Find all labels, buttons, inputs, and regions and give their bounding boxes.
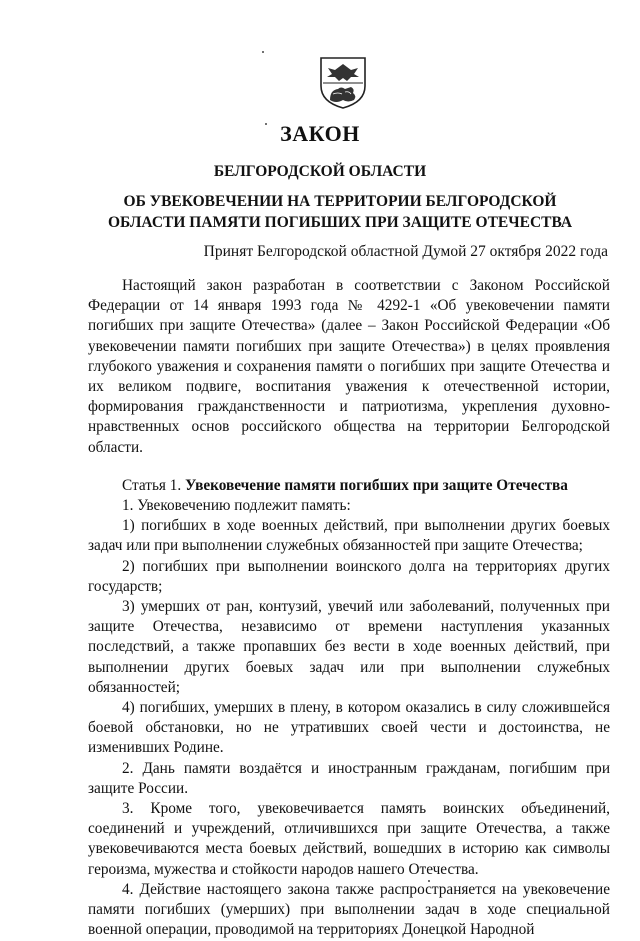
scan-speck bbox=[262, 51, 264, 53]
article-title: Увековечение памяти погибших при защите Отечества bbox=[185, 476, 568, 494]
coat-of-arms-icon bbox=[318, 56, 368, 110]
subject-line-1: ОБ УВЕКОВЕЧЕНИИ НА ТЕРРИТОРИИ БЕЛГОРОДСКОЙ bbox=[123, 193, 557, 210]
document-body bbox=[88, 276, 610, 941]
article-paragraph: 3) умерших от ран, контузий, увечий или заболеваний, полученных при защите Отечества, независимо от времени наступления указанных последствий, а также пропавших без вести в ходе военных действий, при выполнении других боевых задач или при выполнении служебных обязанностей; bbox=[88, 598, 610, 696]
preamble-paragraph: Настоящий закон разработан в соответствии с Законом Российской Федерации от 14 января 1993 года № 4292-1 «Об увековечении памяти погибших при защите Отечества» (далее – Закон Российской Федерации «Об увековечении памяти погибших при защите Отечества») в целях проявления глубокого уважения и сохранения памяти о погибших при защите Отечества и их великом подвиге, воспитания уважения к отечественной истории, формирования гражданственности и патриотизма, укрепления духовно-нравственных основ российского общества на территории Белгородской области. bbox=[88, 277, 610, 456]
adoption-note: Принят Белгородской областной Думой 27 октября 2022 года bbox=[203, 243, 608, 260]
article-heading bbox=[88, 476, 610, 496]
article-paragraph: 2) погибших при выполнении воинского долга на территориях других государств; bbox=[88, 557, 610, 595]
document-region: БЕЛГОРОДСКОЙ ОБЛАСТИ bbox=[213, 163, 427, 180]
article-paragraph: 4. Действие настоящего закона также распространяется на увековечение памяти погибших (умерших) при выполнении задач в ходе специальной военной операции, проводимой на территориях Донецкой Народной bbox=[88, 880, 610, 939]
subject-line-2: ОБЛАСТИ ПАМЯТИ ПОГИБШИХ ПРИ ЗАЩИТЕ ОТЕЧЕСТВА bbox=[107, 214, 573, 231]
article-paragraph: 3. Кроме того, увековечивается память воинских объединений, соединений и учреждений, отличившихся при защите Отечества, а также увековечиваются места боевых действий, вошедших в историю как символы героизма, мужества и стойкости народов нашего Отечества. bbox=[88, 800, 610, 878]
article-paragraph: 2. Дань памяти воздаётся и иностранным гражданам, погибшим при защите России. bbox=[88, 759, 610, 797]
article-paragraph: 1. Увековечению подлежит память: bbox=[122, 497, 351, 515]
document-title: ЗАКОН bbox=[280, 121, 360, 146]
document-subject bbox=[60, 191, 620, 233]
article-label: Статья 1. bbox=[122, 476, 186, 494]
coat-of-arms-emblem bbox=[318, 56, 368, 110]
article-paragraph: 1) погибших в ходе военных действий, при выполнении других боевых задач или при выполнении служебных обязанностей при защите Отечества; bbox=[88, 517, 610, 555]
article-paragraph: 4) погибших, умерших в плену, в котором оказались в силу сложившейся боевой обстановки, но не утративших своей чести и достоинства, не изменивших Родине. bbox=[88, 699, 610, 757]
